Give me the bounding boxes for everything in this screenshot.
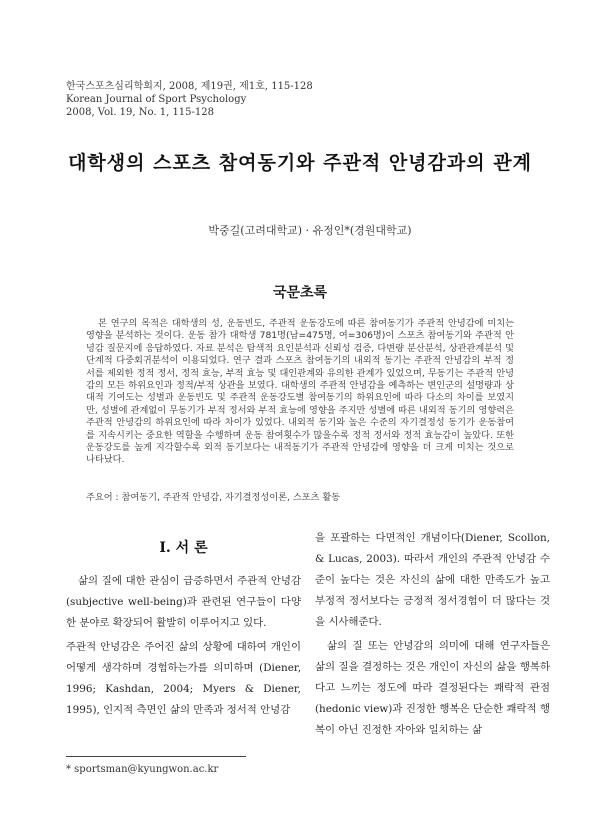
intro-paragraph-4: 삶의 질 또는 안녕감의 의미에 대해 연구자들은 삶의 질을 결정하는 것은 개인이 자신의 삶을 행복하다고 느끼는 정도에 따라 결정된다는 쾌락적 관점(hedonic view)과 진정한 행복은 단순한 쾌락적 행복이 아닌 진정한 자아와 일치하는 삶 bbox=[315, 640, 550, 736]
journal-line-korean: 한국스포츠심리학회지, 2008, 제19권, 제1호, 115-128 bbox=[66, 81, 313, 92]
intro-paragraph-1: 삶의 질에 대한 관심이 급증하면서 주관적 안녕감(subjective well-being)과 관련된 연구들이 다양한 분야로 확장되어 활발히 이루어지고 있다. bbox=[66, 575, 301, 629]
intro-paragraph-2: 주관적 안녕감은 주어진 삶의 상황에 대하여 개인이 어떻게 생각하며 경험하는가를 의미하며 (Diener, 1996; Kashdan, 2004; Myers & Diener, 1995), 인지적 측면인 삶의 만족과 정서적 안녕감 bbox=[66, 641, 301, 716]
footnote-divider bbox=[66, 756, 246, 757]
right-column bbox=[315, 528, 550, 741]
footnote-email: * sportsman@kyungwon.ac.kr bbox=[66, 764, 219, 775]
paper-title: 대학생의 스포츠 참여동기와 주관적 안녕감과의 관계 bbox=[68, 152, 532, 174]
journal-line-volume: 2008, Vol. 19, No. 1, 115-128 bbox=[66, 107, 214, 118]
abstract-text: 본 연구의 목적은 대학생의 성, 운동빈도, 주관적 운동강도에 따른 참여동기가 주관적 안녕감에 미치는 영향을 분석하는 것이다. 운동 참가 대학생 781명(남=475명, 여=306명)이 스포츠 참여동기와 주관적 안녕감 질문지에 응답하였다. 자료 분석은 탐색적 요인분석과 신뢰성 검증, 다변량 분산분석, 상관관계분석 및 단계적 다중회귀분석이 이용되었다. 연구 결과 스포츠 참여동기의 내외적 동기는 주관적 안녕감의 부적 정서를 제외한 정적 정서, 정적 효능, 부적 효능 및 대인관계와 유의한 관계가 있었으며, 무동기는 주관적 안녕감의 모든 하위요인과 정적/부적 상관을 보였다. 대학생의 주관적 안녕감을 예측하는 변인군의 설명량과 상대적 기여도는 성별과 운동빈도 및 주관적 운동강도별 참여동기의 하위요인에 따라 다소의 차이를 보였지만, 성별에 관계없이 무동기가 부적 정서와 부적 효능에 영향을 주지만 성별에 따른 내외적 동기의 영향력은 주관적 안녕감의 하위요인에 따라 차이가 있었다. 내외적 동기와 높은 수준의 자기결정성 동기가 운동참여를 지속시키는 중요한 역할을 수행하며 운동 참여횟수가 많을수록 정적 정서와 정적 효능감이 높았다. 또한 운동강도를 높게 지각할수록 외적 동기보다는 내적동기가 주관적 안녕감에 영향을 더 크게 미치는 것으로 나타났다. bbox=[86, 318, 514, 466]
intro-paragraph-3: 을 포괄하는 다면적인 개념이다(Diener, Scollon, & Lucas, 2003). 따라서 개인의 주관적 안녕감 수준이 높다는 것은 자신의 삶에 대한 만족도가 높고 부정적 정서보다는 긍정적 정서경험이 더 많다는 것을 시사해준다. bbox=[315, 532, 550, 628]
journal-line-english: Korean Journal of Sport Psychology bbox=[66, 94, 247, 105]
keywords: 주요어 : 참여동기, 주관적 안녕감, 자기결정성이론, 스포츠 활동 bbox=[86, 492, 341, 503]
author-line: 박중길(고려대학교) · 유정인*(경원대학교) bbox=[208, 224, 412, 237]
journal-info bbox=[66, 80, 313, 119]
left-column bbox=[66, 571, 301, 721]
section-heading-introduction: I. 서 론 bbox=[159, 540, 208, 556]
abstract-heading: 국문초록 bbox=[272, 285, 328, 301]
abstract-body bbox=[86, 318, 514, 467]
